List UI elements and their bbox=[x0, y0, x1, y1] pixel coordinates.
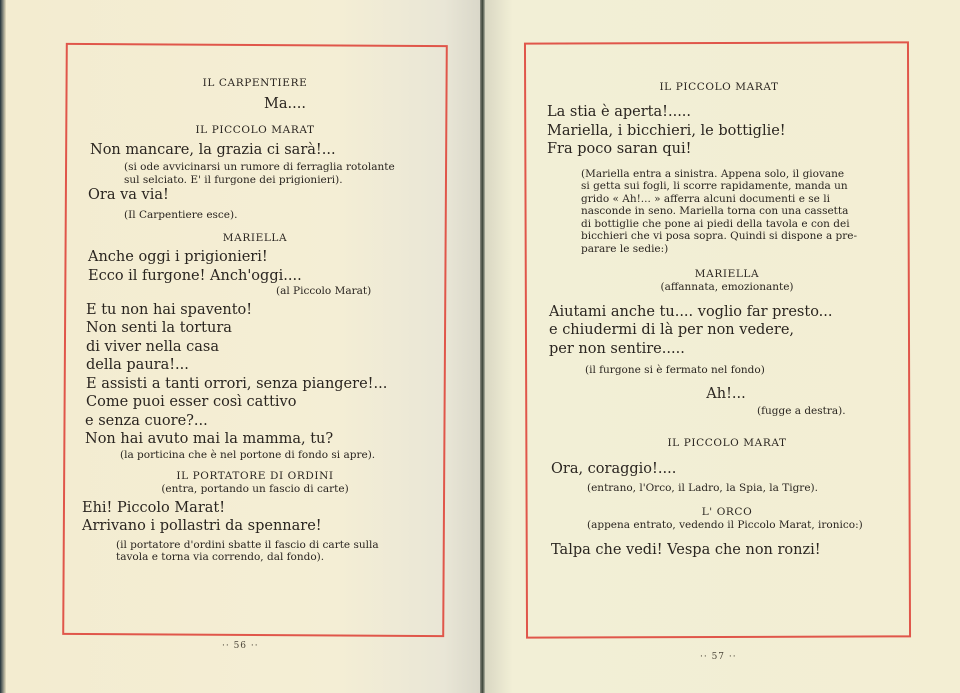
stage-direction: (Mariella entra a sinistra. Appena solo, il giovane bbox=[581, 167, 845, 180]
dialogue-line: Talpa che vedi! Vespa che non ronzi! bbox=[551, 542, 821, 558]
stage-direction: (entrano, l'Orco, il Ladro, la Spia, la Tigre). bbox=[587, 482, 818, 494]
stage-direction: (affannata, emozionante) bbox=[660, 281, 794, 293]
dialogue-line: Come puoi esser così cattivo bbox=[86, 394, 297, 410]
stage-direction: si getta sui fogli, li scorre rapidamente, manda un bbox=[581, 180, 848, 192]
speaker-name: MARIELLA bbox=[694, 268, 760, 280]
stage-direction: parare le sedie:) bbox=[581, 242, 669, 255]
stage-direction: (al Piccolo Marat) bbox=[276, 285, 372, 297]
dialogue-line: Ora va via! bbox=[88, 187, 169, 203]
right-page-text bbox=[545, 80, 893, 560]
stage-direction-block bbox=[545, 168, 893, 256]
dialogue-line: Ehi! Piccolo Marat! bbox=[82, 499, 226, 516]
stage-direction: (il portatore d'ordini sbatte il fascio di carte sulla bbox=[116, 538, 379, 551]
page-number-left: ·· 56 ·· bbox=[222, 641, 259, 651]
stage-direction: (la porticina che è nel portone di fondo si apre). bbox=[120, 448, 376, 461]
stage-direction: (appena entrato, vedendo il Piccolo Marat, ironico:) bbox=[587, 518, 863, 531]
speaker-name: L' ORCO bbox=[701, 505, 753, 518]
stage-direction: sul selciato. E' il furgone dei prigionieri). bbox=[124, 173, 343, 186]
dialogue-line: La stia è aperta!..... bbox=[547, 104, 692, 120]
speaker-name: IL PICCOLO MARAT bbox=[195, 123, 315, 136]
speaker-name: IL PICCOLO MARAT bbox=[659, 81, 779, 93]
dialogue-line: Mariella, i bicchieri, le bottiglie! bbox=[547, 122, 786, 139]
dialogue-line: di viver nella casa bbox=[86, 338, 219, 355]
speaker-name: IL PORTATORE DI ORDINI bbox=[176, 470, 334, 482]
dialogue-line: della paura!... bbox=[86, 357, 189, 373]
dialogue-line: Fra poco saran qui! bbox=[547, 141, 692, 157]
stage-direction: di bottiglie che pone ai piedi della tavola e con dei bbox=[581, 217, 850, 230]
page-number-right: ·· 57 ·· bbox=[700, 652, 737, 662]
dialogue-line: Ora, coraggio!.... bbox=[551, 460, 677, 477]
dialogue-line: Ecco il furgone! Anch'oggi.... bbox=[88, 267, 302, 284]
dialogue-line: Ma.... bbox=[264, 96, 306, 112]
dialogue-line: Ah!... bbox=[706, 385, 746, 402]
dialogue-line: E tu non hai spavento! bbox=[86, 301, 253, 318]
dialogue-line: E assisti a tanti orrori, senza piangere!... bbox=[86, 375, 388, 392]
dialogue-line: Arrivano i pollastri da spennare! bbox=[82, 518, 322, 534]
book-gutter bbox=[480, 0, 485, 693]
dialogue-line: Non mancare, la grazia ci sarà!... bbox=[90, 141, 336, 158]
speaker-name: IL PICCOLO MARAT bbox=[667, 436, 787, 449]
dialogue-line: e senza cuore?... bbox=[85, 412, 208, 429]
left-page-text bbox=[80, 76, 430, 564]
dialogue-line: per non sentire..... bbox=[549, 340, 685, 357]
stage-direction: (entra, portando un fascio di carte) bbox=[161, 483, 349, 495]
dialogue-line: Anche oggi i prigionieri! bbox=[88, 249, 268, 265]
dialogue-line: Non hai avuto mai la mamma, tu? bbox=[85, 431, 334, 447]
stage-direction: (si ode avvicinarsi un rumore di ferraglia rotolante bbox=[124, 161, 395, 173]
stage-direction: (il furgone si è fermato nel fondo) bbox=[585, 364, 765, 376]
speaker-name: MARIELLA bbox=[222, 232, 288, 244]
dialogue-line: Non senti la tortura bbox=[86, 320, 232, 336]
book-edge bbox=[0, 0, 6, 693]
dialogue-line: e chiudermi di là per non vedere, bbox=[549, 322, 795, 338]
speaker-name: IL CARPENTIERE bbox=[202, 77, 308, 89]
dialogue-line: Aiutami anche tu.... voglio far presto... bbox=[549, 303, 833, 320]
stage-direction: tavola e torna via correndo, dal fondo). bbox=[116, 551, 325, 563]
stage-direction: grido « Ah!... » afferra alcuni documenti e se li bbox=[581, 192, 830, 205]
stage-direction: nasconde in seno. Mariella torna con una cassetta bbox=[581, 205, 849, 217]
stage-direction: (fugge a destra). bbox=[757, 405, 846, 417]
stage-direction: bicchieri che vi posa sopra. Quindi si dispone a pre- bbox=[581, 230, 858, 242]
stage-direction: (Il Carpentiere esce). bbox=[124, 208, 238, 221]
